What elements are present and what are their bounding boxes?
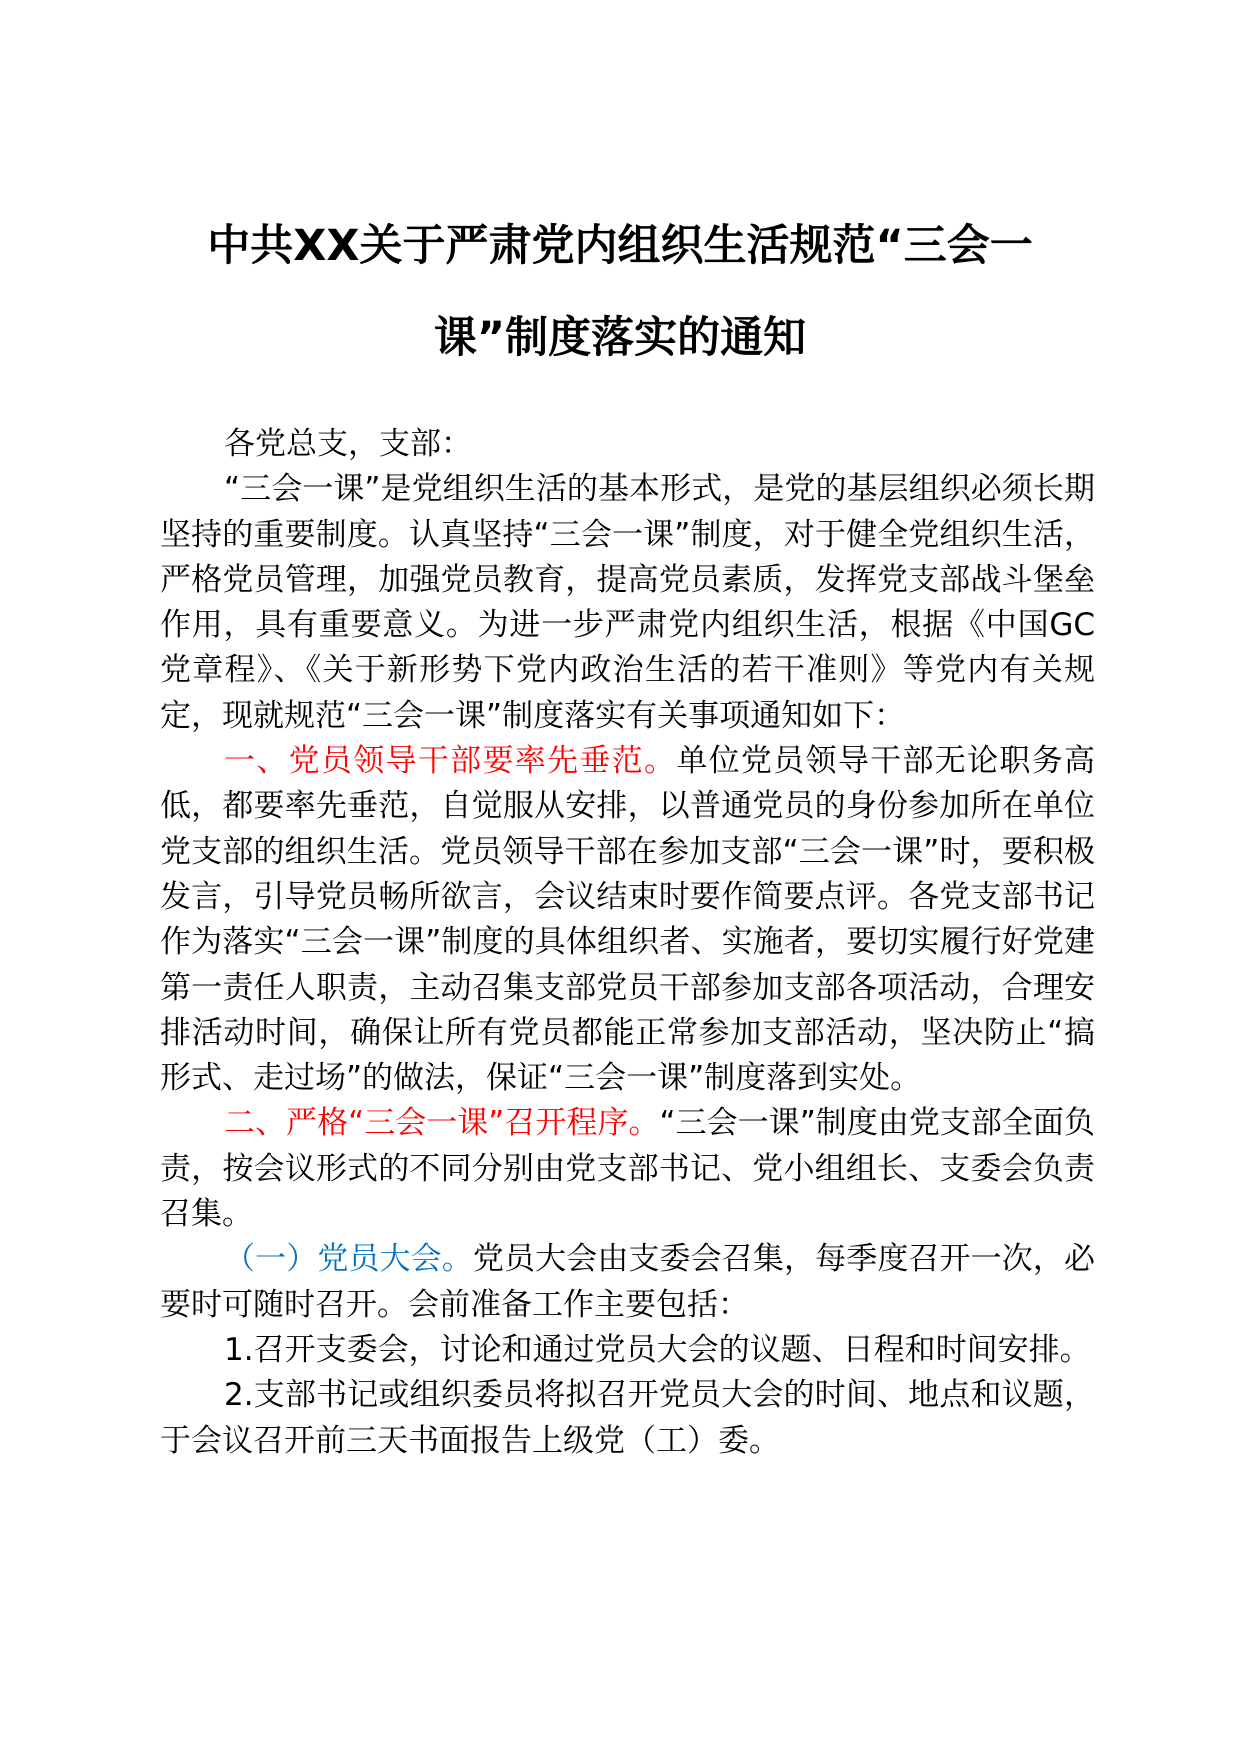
list-item: 2.支部书记或组织委员将拟召开党员大会的时间、地点和议题，于会议召开前三天书面报告上级党（工）委。 (160, 1377, 1095, 1459)
section-1-heading: 一、党员领导干部要率先垂范。 (224, 743, 677, 780)
intro-paragraph: “三会一课”是党组织生活的基本形式，是党的基层组织必须长期坚持的重要制度。认真坚持“三会一课”制度，对于健全党组织生活，严格党员管理，加强党员教育，提高党员素质，发挥党支部战斗堡垒作用，具有重要意义。为进一步严肃党内组织生活，根据《中国GC党章程》、《关于新形势下党内政治生活的若干准则》等党内有关规定，现就规范“三会一课”制度落实有关事项通知如下： (160, 471, 1095, 734)
salutation: 各党总支，支部： (224, 426, 472, 462)
subsection-1-paragraph (160, 1237, 1095, 1328)
section-1-text: 单位党员领导干部无论职务高低，都要率先垂范，自觉服从安排，以普通党员的身份参加所在单位党支部的组织生活。党员领导干部在参加支部“三会一课”时，要积极发言，引导党员畅所欲言，会议结束时要作简要点评。各党支部书记作为落实“三会一课”制度的具体组织者、实施者，要切实履行好党建第一责任人职责，主动召集支部党员干部参加支部各项活动，合理安排活动时间，确保让所有党员都能正常参加支部活动，坚决防止“搞形式、走过场”的做法，保证“三会一课”制度落到实处。 (160, 743, 1096, 1097)
section-1-paragraph (160, 739, 1095, 1101)
document-title-line-2: 课”制度落实的通知 (433, 313, 807, 363)
subsection-1-heading: （一）党员大会。 (224, 1241, 473, 1278)
section-2-paragraph (160, 1101, 1095, 1237)
section-2-text: “三会一课”制度由党支部全面负责，按会议形式的不同分别由党支部书记、党小组组长、支委会负责召集。 (160, 1105, 1095, 1233)
subsection-1-text: 党员大会由支委会召集，每季度召开一次，必要时可随时召开。会前准备工作主要包括： (160, 1241, 1095, 1323)
section-2-heading: 二、严格“三会一课”召开程序。 (224, 1105, 660, 1142)
list-item: 1.召开支委会，讨论和通过党员大会的议题、日程和时间安排。 (224, 1331, 1091, 1368)
document-body (160, 422, 1095, 1464)
document-title-line-1: 中共XX关于严肃党内组织生活规范“三会一 (207, 221, 1033, 271)
